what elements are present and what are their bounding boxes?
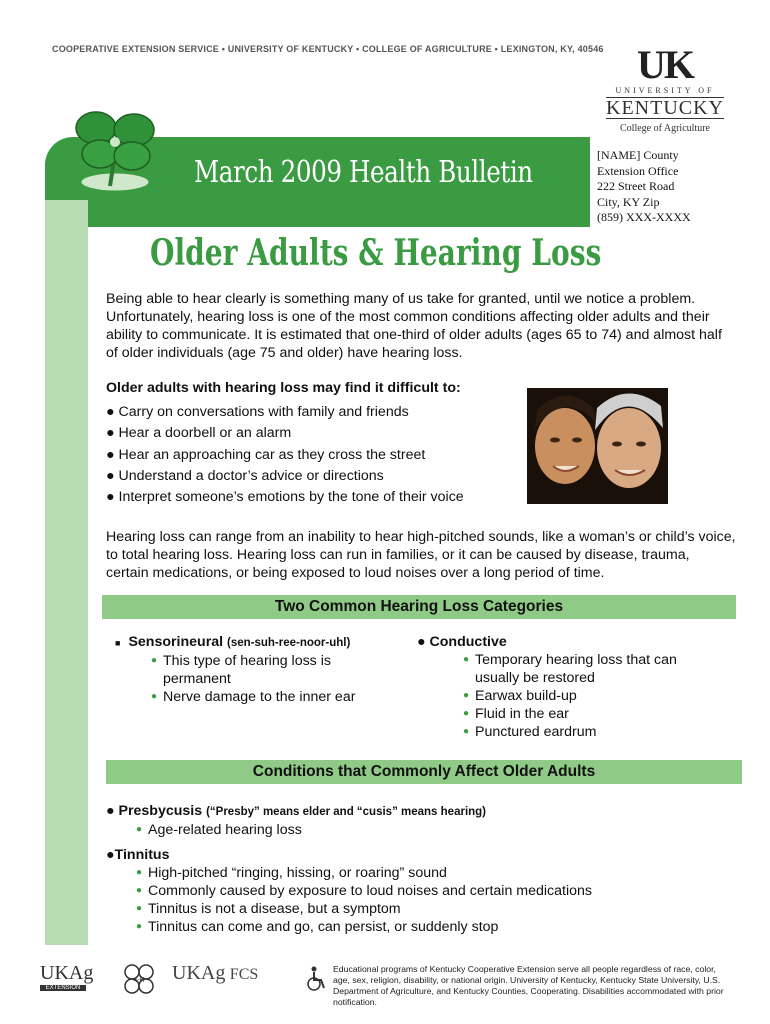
ukag-fcs-logo: UKAg FCS <box>172 962 259 984</box>
intro-paragraph: Being able to hear clearly is something many of us take for granted, until we notice a problem. Unfortunately, hearing loss is one of the most common conditions affecting older adults and their ability to communicate. It is estimated that one-third of older adults (ages 65 to 74) and almost half of older individuals (age 75 and older) have hearing loss. <box>106 291 722 361</box>
address-line: Extension Office <box>597 163 679 178</box>
list-item: ● Tinnitus is not a disease, but a symptom <box>136 901 401 917</box>
side-strip <box>45 200 88 945</box>
address-line: [NAME] County <box>597 148 679 162</box>
list-item: ● Earwax build-up <box>463 688 577 704</box>
presbycusis-block <box>106 802 736 839</box>
address-line: (859) XXX-XXXX <box>597 210 691 224</box>
list-item: ● Punctured eardrum <box>463 724 597 740</box>
uk-logo-mark: UK <box>637 42 693 87</box>
list-item: ● Carry on conversations with family and friends <box>106 404 409 420</box>
list-item: ● Hear an approaching car as they cross the street <box>106 446 426 463</box>
list-item: ● Tinnitus can come and go, can persist, or suddenly stop <box>136 919 499 935</box>
presbycusis-heading: ● Presbycusis (“Presby” means elder and “cusis” means hearing) <box>106 803 487 819</box>
list-item: ● Interpret someone’s emotions by the tone of their voice <box>106 489 464 506</box>
bulletin-title: March 2009 Health Bulletin <box>194 155 533 190</box>
ukag-extension-logo: UKAg EXTENSION <box>40 962 94 991</box>
list-item: ● Temporary hearing loss that can usually be restored <box>463 652 677 686</box>
list-item: ● Understand a doctor’s advice or directions <box>106 467 384 484</box>
address-line: City, KY Zip <box>597 194 660 209</box>
uk-logo-university: UNIVERSITY OF <box>615 86 715 95</box>
conductive-heading: ● Conductive <box>417 634 507 650</box>
page-title: Older Adults & Hearing Loss <box>150 232 602 274</box>
tinnitus-block <box>106 846 736 936</box>
list-item: ● Commonly caused by exposure to loud noises and certain medications <box>136 883 592 899</box>
accessibility-icon <box>305 966 327 992</box>
list-item: ● Nerve damage to the inner ear <box>151 689 356 705</box>
svg-text:4-H: 4-H <box>133 977 145 984</box>
difficulty-heading: Older adults with hearing loss may find it difficult to: <box>106 380 461 396</box>
range-paragraph: Hearing loss can range from an inability to hear high-pitched sounds, like a woman’s or child’s voice, to total hearing loss. Hearing loss can run in families, or it can be caused by disease, trauma, certain medications, or being exposed to loud noises over a long period of time. <box>106 529 736 581</box>
list-item: ● High-pitched “ringing, hissing, or roaring” sound <box>136 865 447 881</box>
categories-heading: Two Common Hearing Loss Categories <box>102 595 736 619</box>
footer-disclaimer: Educational programs of Kentucky Cooperative Extension serve all people regardless of race, color, age, sex, religion, disability, or national origin. University of Kentucky, Kentucky State University, U.S. Department of Agriculture, and Kentucky Counties, Cooperating. Disabilities accommodated with prior notification. <box>333 964 724 1007</box>
sensorineural-column <box>115 633 415 706</box>
office-address <box>597 148 691 226</box>
address-line: 222 Street Road <box>597 179 675 193</box>
conductive-column <box>417 633 717 741</box>
title-band-extension <box>88 200 590 227</box>
uk-logo-college: College of Agriculture <box>620 123 710 134</box>
clover-icon <box>60 102 170 202</box>
extension-header: COOPERATIVE EXTENSION SERVICE • UNIVERSITY OF KENTUCKY • COLLEGE OF AGRICULTURE • LEXINGTON, KY, 40546 <box>52 44 604 54</box>
list-item: ● This type of hearing loss is permanent <box>151 653 331 687</box>
list-item: ● Age-related hearing loss <box>136 822 302 838</box>
conditions-heading: Conditions that Commonly Affect Older Adults <box>106 760 742 784</box>
tinnitus-heading: ●Tinnitus <box>106 847 170 863</box>
list-item: ● Hear a doorbell or an alarm <box>106 425 292 442</box>
photo-older-women <box>527 388 668 504</box>
uk-logo <box>600 42 730 134</box>
sensorineural-heading: ■ Sensorineural (sen-suh-ree-noor-uhl) <box>115 634 351 650</box>
difficulty-list <box>106 402 464 508</box>
list-item: ● Fluid in the ear <box>463 706 569 722</box>
four-h-clover-icon <box>122 962 156 998</box>
uk-logo-kentucky: KENTUCKY <box>606 97 724 119</box>
